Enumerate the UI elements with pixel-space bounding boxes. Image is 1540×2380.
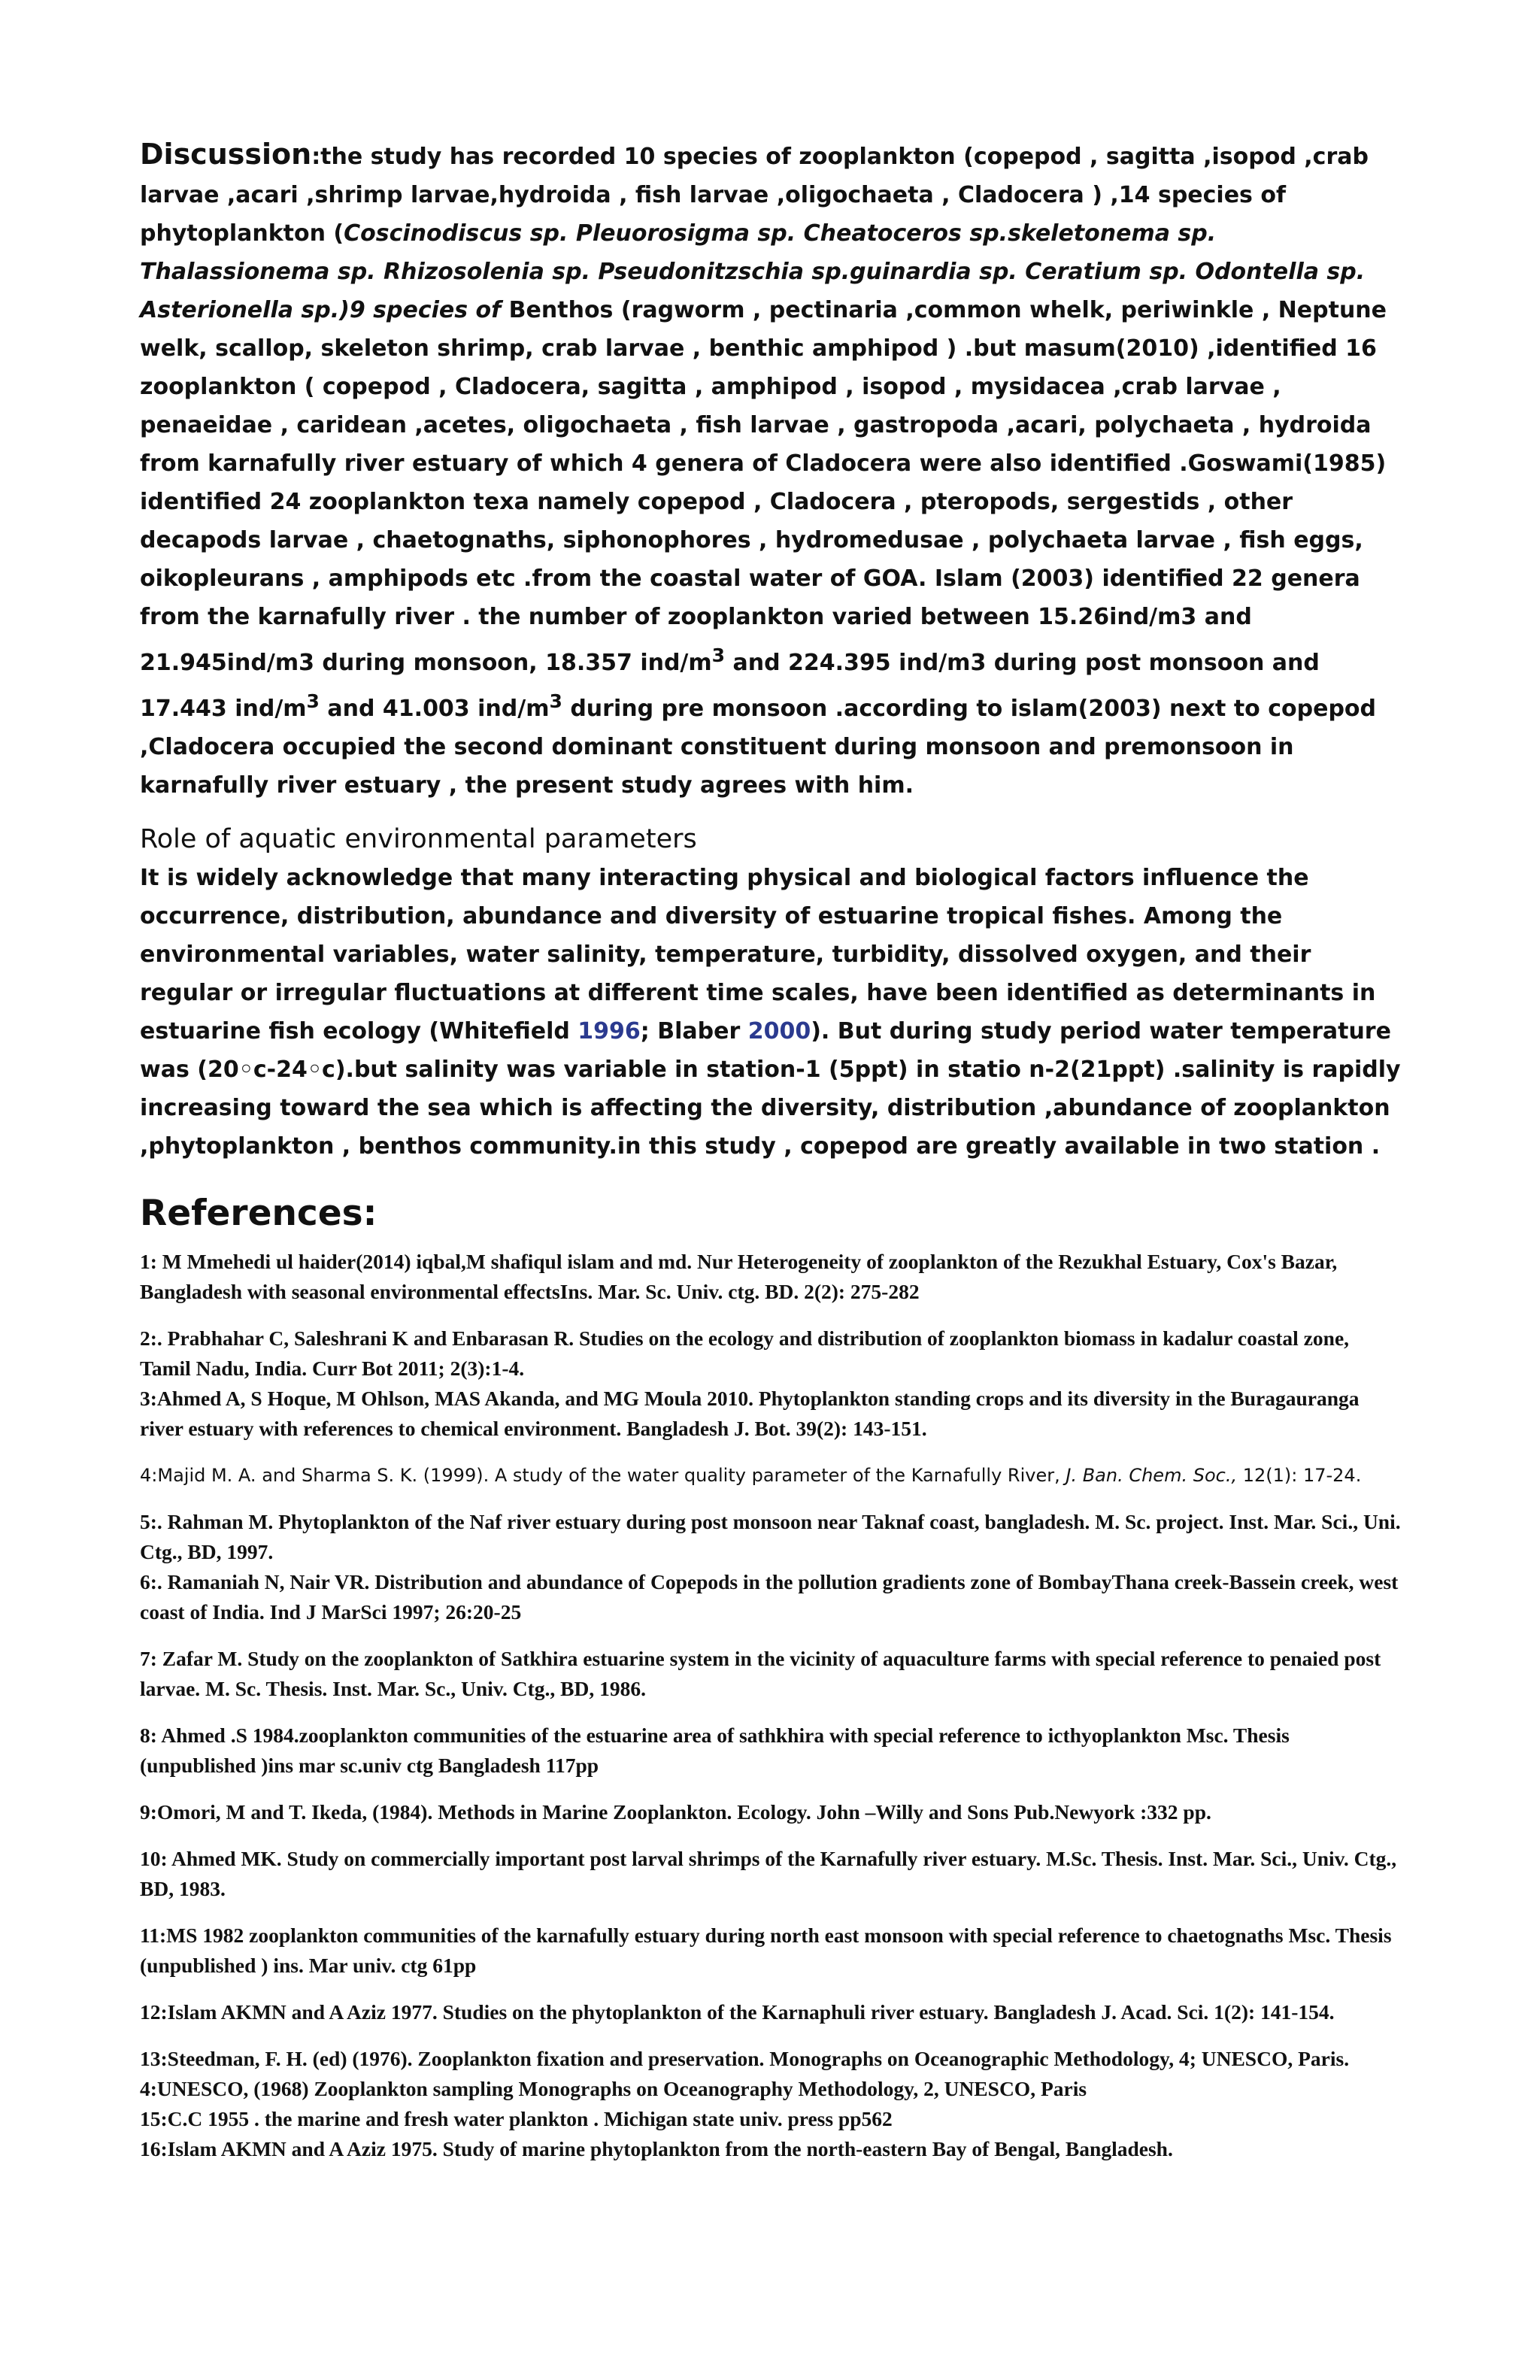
discussion-text-4: and 41.003 ind/m — [319, 696, 550, 722]
reference-text: 12(1): 17-24. — [1237, 1465, 1362, 1486]
references-list — [140, 1247, 1403, 2164]
reference-item: 11:MS 1982 zooplankton communities of the karnafully estuary during north east monsoon with special reference to chaetognaths Msc. Thesis (unpublished ) ins. Mar univ. ctg 61pp — [140, 1924, 1392, 1977]
reference-item: 5:. Rahman M. Phytoplankton of the Naf river estuary during post monsoon near Taknaf coast, bangladesh. M. Sc. project. Inst. Mar. Sci., Uni. Ctg., BD, 1997. — [140, 1510, 1401, 1563]
discussion-text-2: Benthos (ragworm , pectinaria ,common whelk, periwinkle , Neptune welk, scallop, skeleton shrimp, crab larvae , benthic amphipod ) .but masum(2010) ,identified 16 zooplankton ( copepod , Cladocera, sagitta , amphipod , isopod , mysidacea ,crab larvae , penaeidae , caridean ,acetes, oligochaeta , fish larvae , gastropoda ,acari, polychaeta , hydroida from karnafully river estuary of which 4 genera of Cladocera were also identified .Goswami(1985) identified 24 zooplankton texa namely copepod , Cladocera , pteropods, sergestids , other decapods larvae , chaetognaths, siphonophores , hydromedusae , polychaeta larvae , fish eggs, oikopleurans , amphipods etc .from the coastal water of GOA. Islam (2003) identified 22 genera from the karnafully river . the number of zooplankton varied between 15.26ind/m3 and 21.945ind/m3 during monsoon, 18.357 ind/m — [140, 297, 1387, 676]
paper-page — [140, 135, 1403, 2164]
reference-item: 10: Ahmed MK. Study on commercially important post larval shrimps of the Karnafully river estuary. M.Sc. Thesis. Inst. Mar. Sci., Univ. Ctg., BD, 1983. — [140, 1847, 1397, 1900]
reference-item: 8: Ahmed .S 1984.zooplankton communities of the estuarine area of sathkhira with special reference to icthyoplankton Msc. Thesis (unpublished )ins mar sc.univ ctg Bangladesh 117pp — [140, 1724, 1290, 1777]
reference-item: 12:Islam AKMN and A Aziz 1977. Studies on the phytoplankton of the Karnaphuli river estuary. Bangladesh J. Acad. Sci. 1(2): 141-154. — [140, 2000, 1335, 2024]
role-text-1: It is widely acknowledge that many interacting physical and biological factors influence the occurrence, distribution, abundance and diversity of estuarine tropical fishes. Among the environmental variables, water salinity, temperature, turbidity, dissolved oxygen, and their regular or irregular fluctuations at different time scales, have been identified as determinants in estuarine fish ecology (Whitefield — [140, 865, 1376, 1044]
reference-text: 4:Majid M. A. and Sharma S. K. (1999). A study of the water quality parameter of the Karnafully River, — [140, 1465, 1066, 1486]
reference-item: 9:Omori, M and T. Ikeda, (1984). Methods in Marine Zooplankton. Ecology. John –Willy and Sons Pub.Newyork :332 pp. — [140, 1800, 1211, 1824]
reference-item: 6:. Ramaniah N, Nair VR. Distribution and abundance of Copepods in the pollution gradients zone of BombayThana creek-Bassein creek, west coast of India. Ind J MarSci 1997; 26:20-25 — [140, 1570, 1399, 1624]
role-paragraph — [140, 859, 1403, 1166]
superscript-3: 3 — [549, 690, 562, 712]
citation-year-link[interactable]: 2000 — [747, 1018, 811, 1044]
reference-item: 4:UNESCO, (1968) Zooplankton sampling Monographs on Oceanography Methodology, 2, UNESCO, Paris — [140, 2077, 1087, 2100]
discussion-text-3: and 224.395 ind/m3 during post monsoon and 17.443 ind/m — [140, 650, 1320, 722]
role-heading: Role of aquatic environmental parameters — [140, 824, 697, 854]
reference-item: 3:Ahmed A, S Hoque, M Ohlson, MAS Akanda, and MG Moula 2010. Phytoplankton standing crops and its diversity in the Buragauranga river estuary with references to chemical environment. Bangladesh J. Bot. 39(2): 143-151. — [140, 1387, 1360, 1440]
reference-item: 7: Zafar M. Study on the zooplankton of Satkhira estuarine system in the vicinity of aquaculture farms with special reference to penaied post larvae. M. Sc. Thesis. Inst. Mar. Sc., Univ. Ctg., BD, 1986. — [140, 1647, 1381, 1700]
reference-item — [140, 1460, 1403, 1490]
role-text-2: ). But during study period water temperature was (20◦c-24◦c).but salinity was variable in station-1 (5ppt) in statio n-2(21ppt) .salinity is rapidly increasing toward the sea which is affecting the diversity, distribution ,abundance of zooplankton ,phytoplankton , benthos community.in this study , copepod are greatly available in two station . — [140, 1018, 1401, 1160]
discussion-text-1: :the study has recorded 10 species of zooplankton (copepod , sagitta ,isopod ,crab larvae ,acari ,shrimp larvae,hydroida , fish larvae ,oligochaeta , Cladocera ) ,14 species of phytoplankton ( — [140, 144, 1369, 247]
role-text-mid: ; Blaber — [640, 1018, 748, 1044]
reference-item: 2:. Prabhahar C, Saleshrani K and Enbarasan R. Studies on the ecology and distribution of zooplankton biomass in kadalur coastal zone, Tamil Nadu, India. Curr Bot 2011; 2(3):1-4. — [140, 1326, 1350, 1380]
phytoplankton-species-list: Coscinodiscus sp. Pleuorosigma sp. Cheatoceros sp.skeletonema sp. Thalassionema sp. Rhizosolenia sp. Pseudonitzschia sp.guinardia sp. Ceratium sp. Odontella sp. Asterionella sp.)9 species of — [140, 220, 1366, 323]
discussion-text-5: during pre monsoon .according to islam(2003) next to copepod ,Cladocera occupied the second dominant constituent during monsoon and premonsoon in karnafully river estuary , the present study agrees with him. — [140, 696, 1377, 799]
citation-year-link[interactable]: 1996 — [578, 1018, 641, 1044]
superscript-3: 3 — [306, 690, 320, 712]
reference-item: 15:C.C 1955 . the marine and fresh water plankton . Michigan state univ. press pp562 — [140, 2107, 893, 2130]
discussion-paragraph — [140, 135, 1403, 805]
superscript-3: 3 — [711, 644, 726, 666]
references-heading: References: — [140, 1193, 377, 1234]
reference-item: 16:Islam AKMN and A Aziz 1975. Study of marine phytoplankton from the north-eastern Bay of Bengal, Bangladesh. — [140, 2137, 1173, 2160]
reference-item: 13:Steedman, F. H. (ed) (1976). Zooplankton fixation and preservation. Monographs on Oceanographic Methodology, 4; UNESCO, Paris. — [140, 2047, 1350, 2070]
reference-item: 1: M Mmehedi ul haider(2014) iqbal,M shafiqul islam and md. Nur Heterogeneity of zooplankton of the Rezukhal Estuary, Cox's Bazar, Bangladesh with seasonal environmental effectsIns. Mar. Sc. Univ. ctg. BD. 2(2): 275-282 — [140, 1250, 1338, 1303]
journal-name: J. Ban. Chem. Soc., — [1066, 1465, 1238, 1486]
discussion-heading: Discussion — [140, 138, 312, 171]
